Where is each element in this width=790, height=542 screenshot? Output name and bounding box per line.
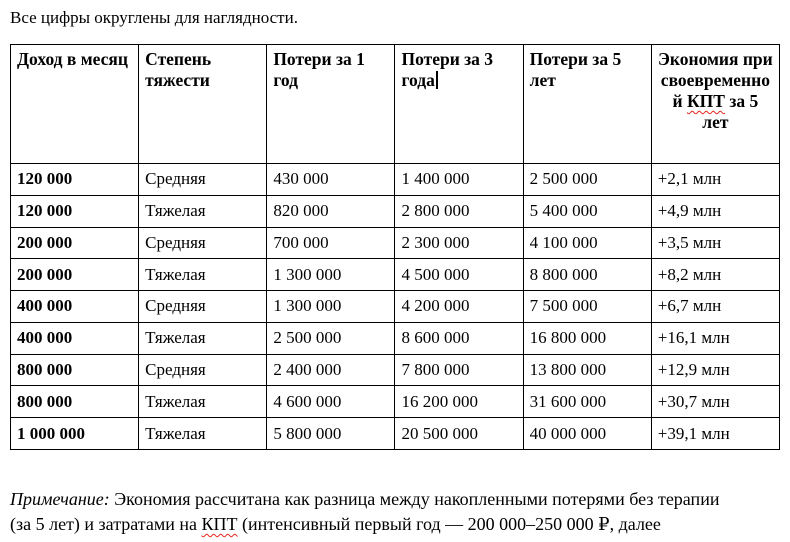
table-cell[interactable]: Тяжелая	[139, 418, 267, 450]
table-cell[interactable]: 16 200 000	[395, 386, 523, 418]
table-cell[interactable]: 4 100 000	[523, 227, 651, 259]
losses-table	[10, 44, 780, 450]
table-cell[interactable]: 20 500 000	[395, 418, 523, 450]
note-line2-tail: (интенсивный первый год — 200 000–250 000 ₽, далее	[237, 513, 661, 534]
table-cell[interactable]: +6,7 млн	[651, 291, 779, 323]
header-text: Потери за 5 лет	[529, 49, 622, 90]
header-text: Доход в месяц	[17, 49, 128, 69]
table-row	[11, 386, 780, 418]
table-row	[11, 164, 780, 196]
table-cell[interactable]: 120 000	[11, 164, 139, 196]
table-cell[interactable]: Тяжелая	[139, 386, 267, 418]
table-cell[interactable]: 4 500 000	[395, 259, 523, 291]
note-kpt-spellcheck-word: КПТ	[201, 513, 238, 534]
table-row	[11, 418, 780, 450]
table-cell[interactable]: 400 000	[11, 322, 139, 354]
text-cursor	[436, 71, 438, 89]
note-line1-text: Экономия рассчитана как разница между накопленными потерями без терапии	[109, 488, 720, 509]
intro-paragraph[interactable]: Все цифры округлены для наглядности.	[10, 8, 298, 27]
table-cell[interactable]: Тяжелая	[139, 322, 267, 354]
table-cell[interactable]: +30,7 млн	[651, 386, 779, 418]
header-text: Потери за 3 года	[401, 49, 494, 90]
table-cell[interactable]: 800 000	[11, 354, 139, 386]
note-line2-text: (за 5 лет) и затратами на	[10, 513, 202, 534]
table-row	[11, 259, 780, 291]
column-header-6[interactable]	[651, 45, 779, 164]
table-cell[interactable]: 800 000	[11, 386, 139, 418]
table-cell[interactable]: 2 300 000	[395, 227, 523, 259]
table-row	[11, 291, 780, 323]
table-cell[interactable]: 2 400 000	[267, 354, 395, 386]
header-text: Экономия при своевременной	[658, 49, 773, 111]
table-cell[interactable]: 2 500 000	[523, 164, 651, 196]
header-kpt-spellcheck-word: КПТ	[686, 91, 725, 111]
column-header-5[interactable]	[523, 45, 651, 164]
table-cell[interactable]: +4,9 млн	[651, 195, 779, 227]
table-cell[interactable]: +2,1 млн	[651, 164, 779, 196]
header-text: Степень тяжести	[145, 49, 212, 90]
table-cell[interactable]: 400 000	[11, 291, 139, 323]
table-header	[11, 45, 780, 164]
column-header-4[interactable]	[395, 45, 523, 164]
table-cell[interactable]: Средняя	[139, 291, 267, 323]
table-cell[interactable]: 16 800 000	[523, 322, 651, 354]
table-cell[interactable]: 1 000 000	[11, 418, 139, 450]
table-cell[interactable]: Средняя	[139, 354, 267, 386]
column-header-3[interactable]	[267, 45, 395, 164]
table-cell[interactable]: 1 300 000	[267, 259, 395, 291]
table-cell[interactable]: 5 400 000	[523, 195, 651, 227]
table-cell[interactable]: 200 000	[11, 259, 139, 291]
table-cell[interactable]: 1 400 000	[395, 164, 523, 196]
header-text: за 5 лет	[702, 91, 759, 132]
table-row	[11, 354, 780, 386]
table-cell[interactable]: 8 800 000	[523, 259, 651, 291]
table-row	[11, 227, 780, 259]
table-cell[interactable]: 7 800 000	[395, 354, 523, 386]
table-cell[interactable]: 5 800 000	[267, 418, 395, 450]
column-header-1[interactable]	[11, 45, 139, 164]
note-paragraph[interactable]	[10, 487, 780, 537]
note-label: Примечание:	[10, 488, 110, 509]
table-cell[interactable]: +8,2 млн	[651, 259, 779, 291]
header-row	[11, 45, 780, 164]
table-cell[interactable]: 7 500 000	[523, 291, 651, 323]
table-cell[interactable]: 700 000	[267, 227, 395, 259]
table-cell[interactable]: 430 000	[267, 164, 395, 196]
table-cell[interactable]: 31 600 000	[523, 386, 651, 418]
table-cell[interactable]: 4 600 000	[267, 386, 395, 418]
table-row	[11, 195, 780, 227]
table-cell[interactable]: 8 600 000	[395, 322, 523, 354]
table-cell[interactable]: +16,1 млн	[651, 322, 779, 354]
table-body	[11, 164, 780, 450]
table-cell[interactable]: 200 000	[11, 227, 139, 259]
table-cell[interactable]: 120 000	[11, 195, 139, 227]
table-row	[11, 322, 780, 354]
table-cell[interactable]: 2 800 000	[395, 195, 523, 227]
table-cell[interactable]: 40 000 000	[523, 418, 651, 450]
header-text: Потери за 1 год	[273, 49, 365, 90]
table-cell[interactable]: 820 000	[267, 195, 395, 227]
table-cell[interactable]: +12,9 млн	[651, 354, 779, 386]
table-cell[interactable]: 2 500 000	[267, 322, 395, 354]
table-cell[interactable]: 4 200 000	[395, 291, 523, 323]
table-cell[interactable]: 1 300 000	[267, 291, 395, 323]
table-cell[interactable]: Средняя	[139, 227, 267, 259]
table-cell[interactable]: +39,1 млн	[651, 418, 779, 450]
table-cell[interactable]: Средняя	[139, 164, 267, 196]
table-cell[interactable]: Тяжелая	[139, 259, 267, 291]
table-cell[interactable]: +3,5 млн	[651, 227, 779, 259]
table-cell[interactable]: Тяжелая	[139, 195, 267, 227]
column-header-2[interactable]	[139, 45, 267, 164]
table-cell[interactable]: 13 800 000	[523, 354, 651, 386]
